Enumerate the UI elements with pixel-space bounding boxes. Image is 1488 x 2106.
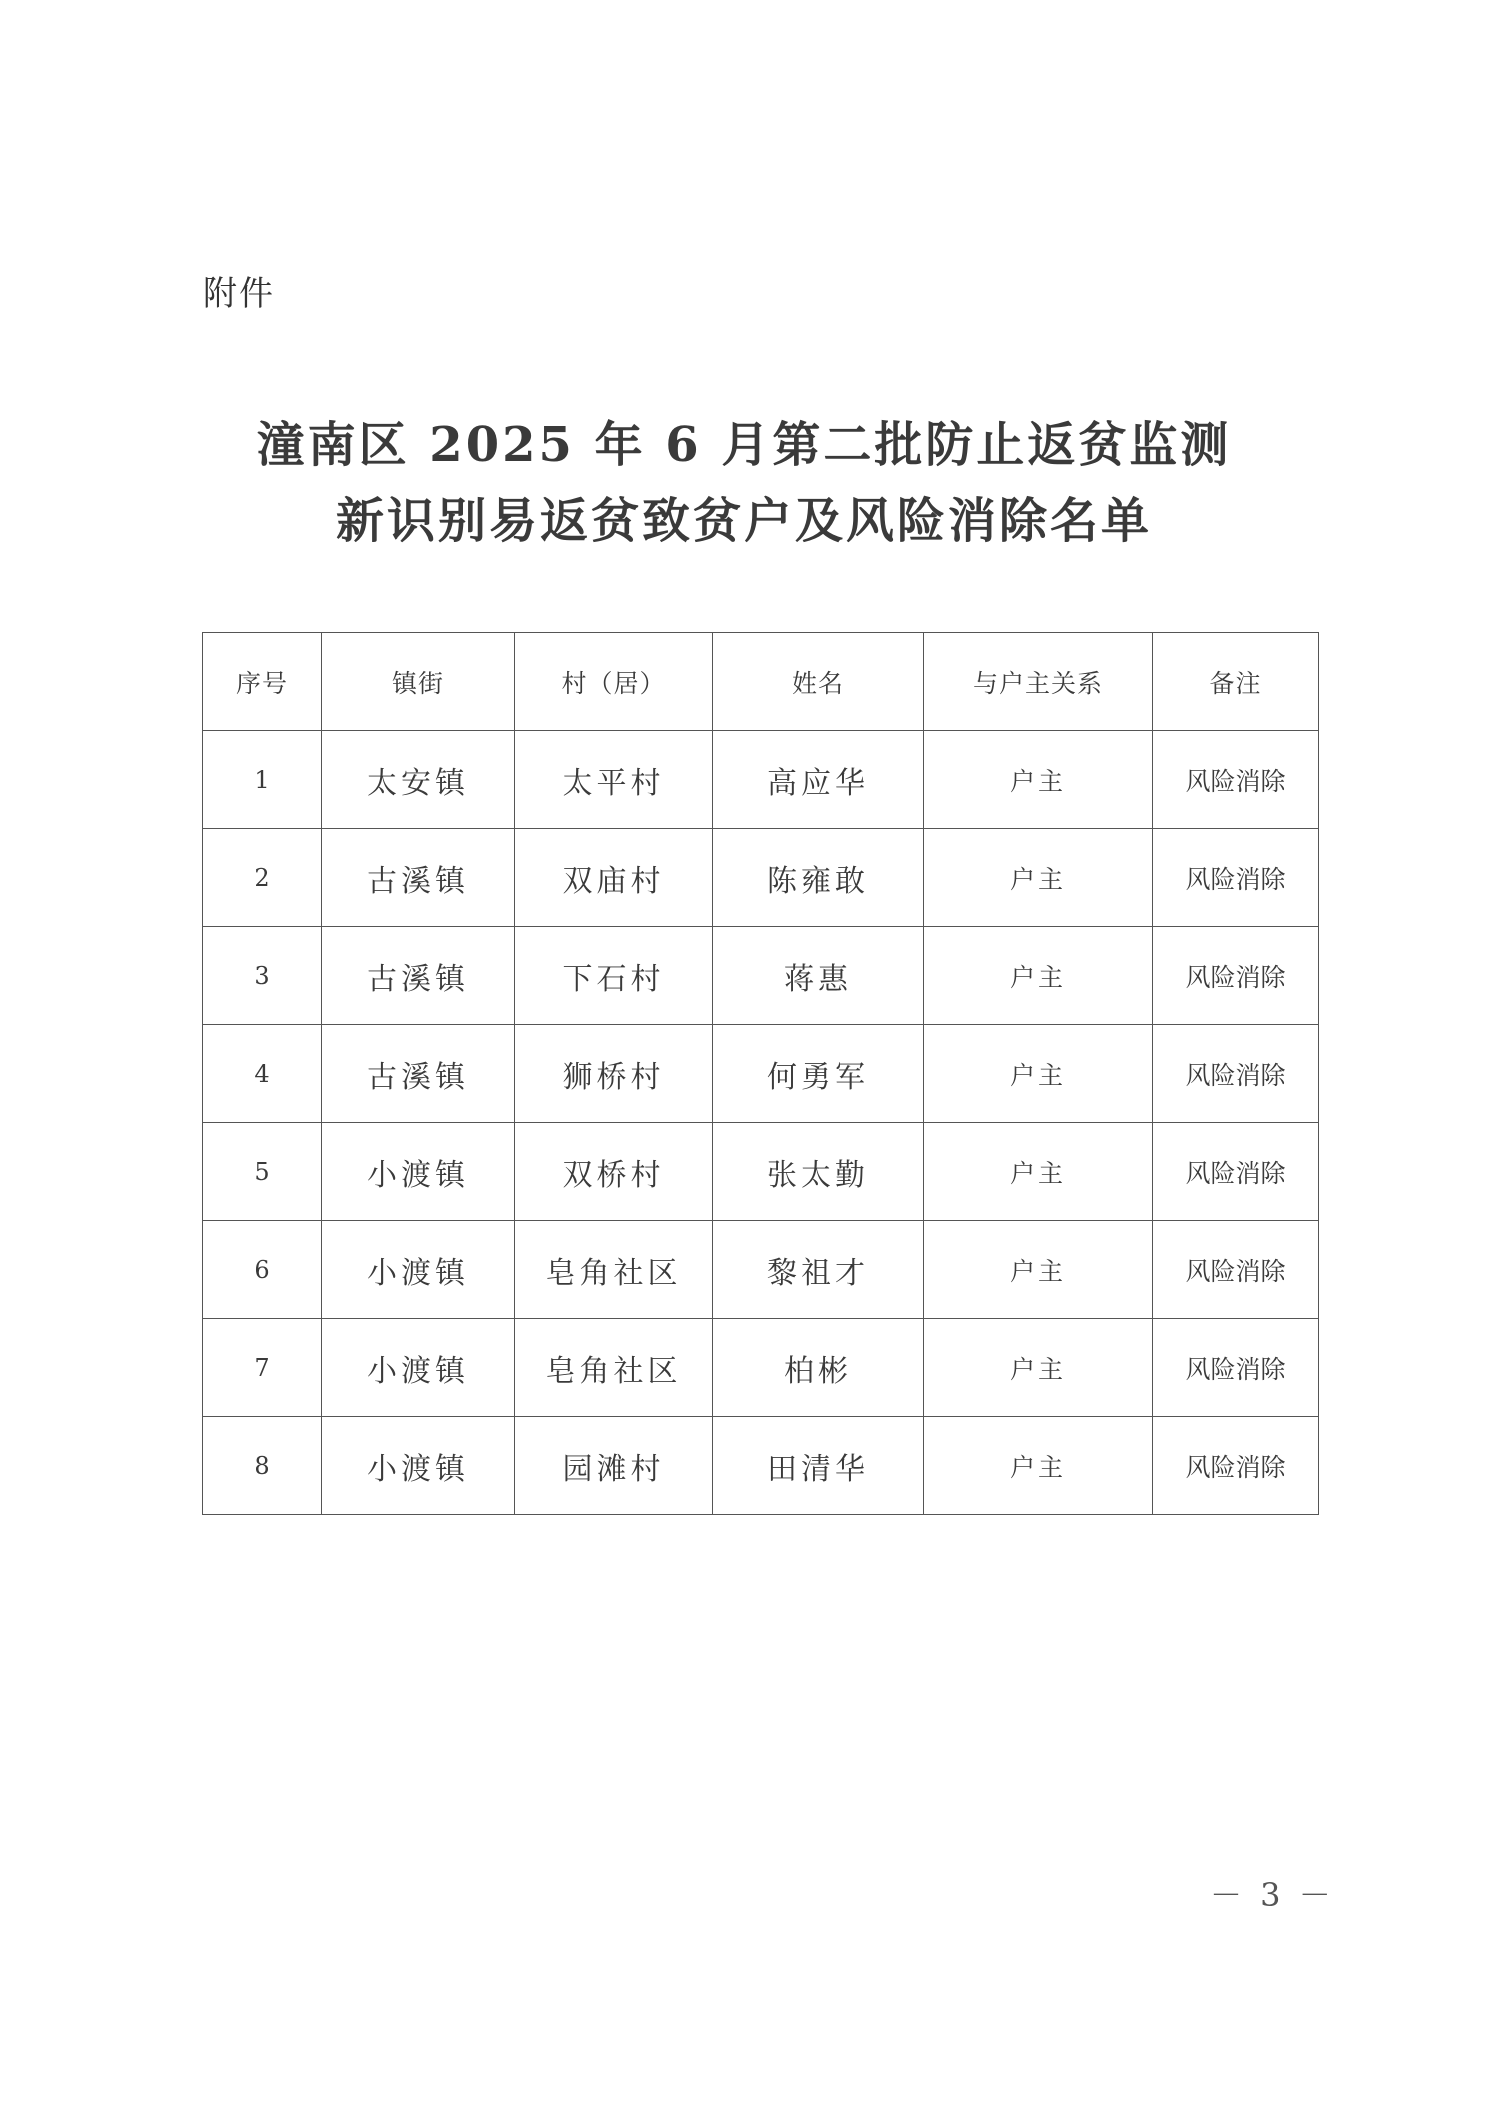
cell-remarks: 风险消除 xyxy=(1153,829,1319,927)
cell-relationship: 户主 xyxy=(924,731,1153,829)
cell-serial-number: 2 xyxy=(203,829,322,927)
cell-serial-number: 4 xyxy=(203,1025,322,1123)
cell-village: 狮桥村 xyxy=(515,1025,713,1123)
attachment-label: 附件 xyxy=(203,274,275,314)
cell-name: 何勇军 xyxy=(713,1025,924,1123)
cell-name: 张太勤 xyxy=(713,1123,924,1221)
cell-name: 田清华 xyxy=(713,1417,924,1515)
document-title-line1: 潼南区 2025 年 6 月第二批防止返贫监测 xyxy=(256,417,1232,473)
cell-remarks: 风险消除 xyxy=(1153,1123,1319,1221)
cell-town: 古溪镇 xyxy=(322,1025,515,1123)
cell-town: 古溪镇 xyxy=(322,829,515,927)
cell-remarks: 风险消除 xyxy=(1153,731,1319,829)
cell-village: 皂角社区 xyxy=(515,1221,713,1319)
table-row xyxy=(203,1319,1319,1417)
cell-town: 小渡镇 xyxy=(322,1221,515,1319)
document-title-line2: 新识别易返贫致贫户及风险消除名单 xyxy=(335,493,1152,549)
cell-village: 双桥村 xyxy=(515,1123,713,1221)
header-town: 镇街 xyxy=(322,633,515,731)
header-name: 姓名 xyxy=(713,633,924,731)
cell-relationship: 户主 xyxy=(924,1025,1153,1123)
cell-town: 小渡镇 xyxy=(322,1123,515,1221)
cell-relationship: 户主 xyxy=(924,927,1153,1025)
cell-town: 小渡镇 xyxy=(322,1417,515,1515)
cell-name: 高应华 xyxy=(713,731,924,829)
cell-relationship: 户主 xyxy=(924,1319,1153,1417)
table-row xyxy=(203,829,1319,927)
cell-relationship: 户主 xyxy=(924,1221,1153,1319)
table-row xyxy=(203,1123,1319,1221)
table-header-row xyxy=(203,633,1319,731)
table-row xyxy=(203,1221,1319,1319)
cell-serial-number: 3 xyxy=(203,927,322,1025)
cell-relationship: 户主 xyxy=(924,1123,1153,1221)
cell-serial-number: 8 xyxy=(203,1417,322,1515)
cell-remarks: 风险消除 xyxy=(1153,1025,1319,1123)
header-remarks: 备注 xyxy=(1153,633,1319,731)
household-list-table xyxy=(202,632,1319,1515)
cell-serial-number: 6 xyxy=(203,1221,322,1319)
cell-relationship: 户主 xyxy=(924,829,1153,927)
table-row xyxy=(203,1025,1319,1123)
table-row xyxy=(203,1417,1319,1515)
header-serial-number: 序号 xyxy=(203,633,322,731)
header-village: 村（居） xyxy=(515,633,713,731)
cell-name: 陈雍敢 xyxy=(713,829,924,927)
cell-village: 园滩村 xyxy=(515,1417,713,1515)
table-row xyxy=(203,731,1319,829)
cell-town: 古溪镇 xyxy=(322,927,515,1025)
cell-name: 蒋惠 xyxy=(713,927,924,1025)
header-relationship: 与户主关系 xyxy=(924,633,1153,731)
cell-town: 太安镇 xyxy=(322,731,515,829)
cell-relationship: 户主 xyxy=(924,1417,1153,1515)
table-row xyxy=(203,927,1319,1025)
cell-remarks: 风险消除 xyxy=(1153,1221,1319,1319)
cell-remarks: 风险消除 xyxy=(1153,927,1319,1025)
cell-name: 黎祖才 xyxy=(713,1221,924,1319)
cell-remarks: 风险消除 xyxy=(1153,1319,1319,1417)
cell-remarks: 风险消除 xyxy=(1153,1417,1319,1515)
cell-village: 皂角社区 xyxy=(515,1319,713,1417)
cell-village: 下石村 xyxy=(515,927,713,1025)
cell-village: 太平村 xyxy=(515,731,713,829)
cell-serial-number: 7 xyxy=(203,1319,322,1417)
cell-village: 双庙村 xyxy=(515,829,713,927)
cell-serial-number: 5 xyxy=(203,1123,322,1221)
cell-town: 小渡镇 xyxy=(322,1319,515,1417)
cell-name: 柏彬 xyxy=(713,1319,924,1417)
cell-serial-number: 1 xyxy=(203,731,322,829)
page-number: － 3 － xyxy=(1210,1876,1335,1914)
